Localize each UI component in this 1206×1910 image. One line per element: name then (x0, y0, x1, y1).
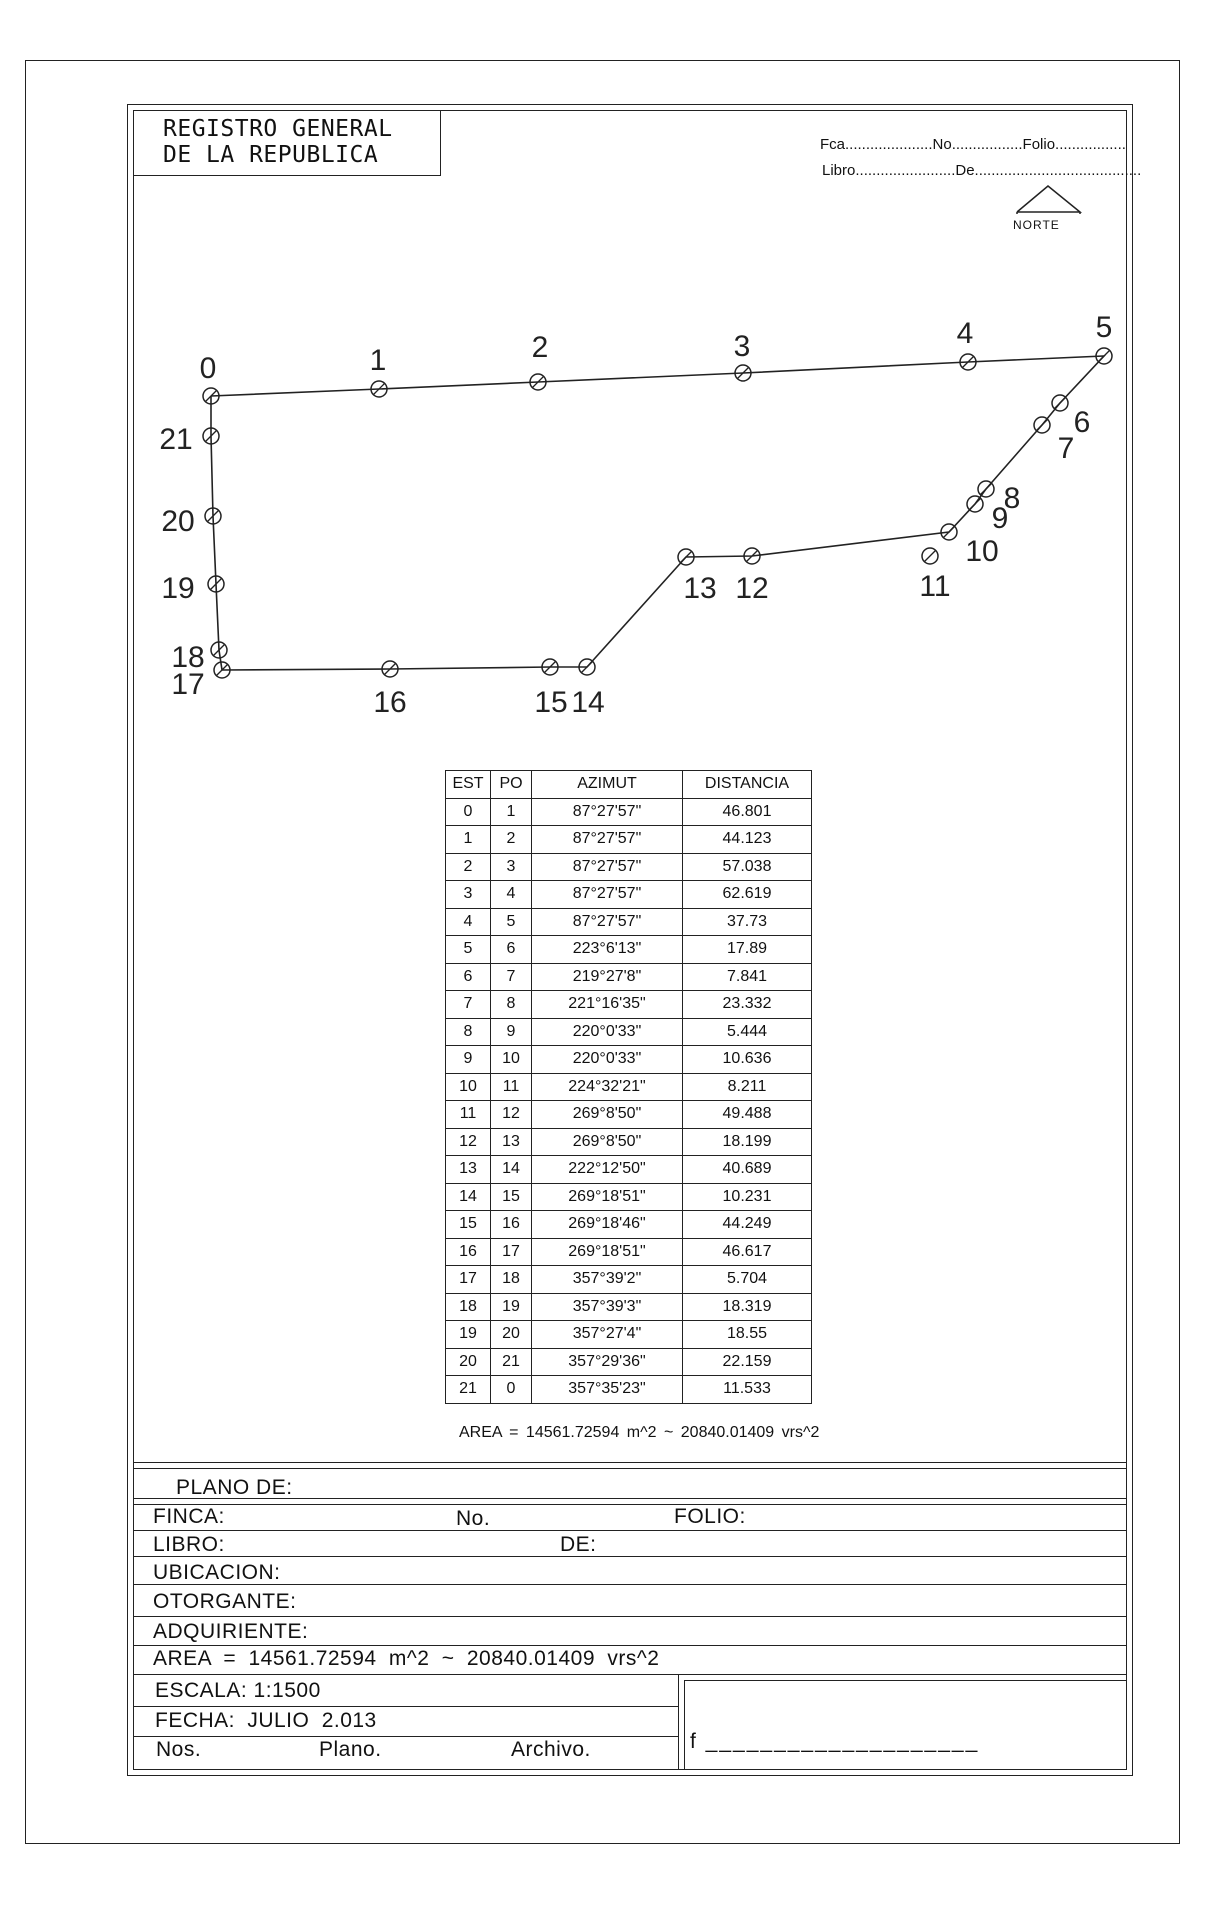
cell-distancia: 22.159 (683, 1348, 812, 1376)
cell-azimut: 357°29'36" (532, 1348, 683, 1376)
table-row (446, 1183, 812, 1211)
station-markers (203, 348, 1112, 678)
station-label: 16 (373, 686, 407, 719)
cell-distancia: 8.211 (683, 1073, 812, 1101)
registry-line-2: DE LA REPUBLICA (163, 142, 379, 168)
station-label: 4 (956, 317, 974, 350)
table-row (446, 1073, 812, 1101)
table-row (446, 1348, 812, 1376)
cell-po: 20 (491, 1321, 532, 1349)
table-row (446, 881, 812, 909)
north-label: NORTE (1013, 218, 1060, 232)
station-label: 9 (991, 502, 1009, 535)
cell-po: 2 (491, 826, 532, 854)
cell-est: 19 (446, 1321, 491, 1349)
cell-distancia: 11.533 (683, 1376, 812, 1404)
cell-po: 13 (491, 1128, 532, 1156)
cell-azimut: 357°27'4" (532, 1321, 683, 1349)
cell-po: 5 (491, 908, 532, 936)
cell-po: 12 (491, 1101, 532, 1129)
station-label: 2 (531, 331, 549, 364)
station-marker-slash (1036, 419, 1048, 431)
station-labels (159, 311, 1112, 719)
cell-est: 20 (446, 1348, 491, 1376)
cell-distancia: 37.73 (683, 908, 812, 936)
cell-distancia: 40.689 (683, 1156, 812, 1184)
station-label: 21 (159, 423, 193, 456)
no-label: No. (456, 1507, 491, 1530)
station-label: 5 (1095, 311, 1113, 344)
cell-est: 2 (446, 853, 491, 881)
header-po: PO (491, 771, 532, 799)
plano-de-label: PLANO DE: (176, 1476, 293, 1499)
row-line-otorgante (133, 1616, 1127, 1617)
cell-azimut: 220°0'33" (532, 1018, 683, 1046)
parcel-boundary (211, 356, 1104, 670)
cell-distancia: 44.249 (683, 1211, 812, 1239)
row-line-finca (133, 1530, 1127, 1531)
station-label: 1 (369, 344, 387, 377)
station-label: 10 (965, 535, 999, 568)
header-azimut: AZIMUT (532, 771, 683, 799)
table-row (446, 1293, 812, 1321)
table-row (446, 1018, 812, 1046)
cell-azimut: 221°16'35" (532, 991, 683, 1019)
cell-est: 6 (446, 963, 491, 991)
row-line-ubicacion (133, 1584, 1127, 1585)
cell-distancia: 18.319 (683, 1293, 812, 1321)
cell-po: 3 (491, 853, 532, 881)
cell-po: 10 (491, 1046, 532, 1074)
table-row (446, 1211, 812, 1239)
cell-azimut: 224°32'21" (532, 1073, 683, 1101)
cell-po: 17 (491, 1238, 532, 1266)
cell-po: 8 (491, 991, 532, 1019)
survey-table-header (446, 771, 812, 799)
row-line-area-right (678, 1674, 1127, 1675)
station-label: 14 (571, 686, 605, 719)
table-row (446, 826, 812, 854)
row-line-area (133, 1674, 678, 1675)
station-label: 0 (199, 352, 217, 385)
cell-azimut: 269°18'51" (532, 1238, 683, 1266)
station-label: 18 (171, 641, 205, 674)
station-marker-slash (980, 483, 992, 495)
cell-est: 11 (446, 1101, 491, 1129)
cell-azimut: 87°27'57" (532, 798, 683, 826)
cell-po: 11 (491, 1073, 532, 1101)
station-label: 8 (1003, 482, 1021, 515)
cell-distancia: 44.123 (683, 826, 812, 854)
station-label: 15 (534, 686, 568, 719)
fecha-label: FECHA: JULIO 2.013 (155, 1709, 377, 1732)
ubicacion-label: UBICACION: (153, 1561, 281, 1584)
cell-distancia: 49.488 (683, 1101, 812, 1129)
adquiriente-label: ADQUIRIENTE: (153, 1620, 309, 1643)
header-est: EST (446, 771, 491, 799)
cell-est: 13 (446, 1156, 491, 1184)
cell-po: 6 (491, 936, 532, 964)
station-label: 19 (161, 572, 195, 605)
row-line-plano-2 (133, 1504, 1127, 1505)
table-area-line: AREA = 14561.72594 m^2 ~ 20840.01409 vrs^2 (459, 1424, 820, 1441)
cell-distancia: 46.801 (683, 798, 812, 826)
cell-est: 0 (446, 798, 491, 826)
cell-est: 10 (446, 1073, 491, 1101)
cell-azimut: 87°27'57" (532, 853, 683, 881)
cell-po: 19 (491, 1293, 532, 1321)
cell-est: 18 (446, 1293, 491, 1321)
station-marker-slash (969, 498, 981, 510)
cell-azimut: 87°27'57" (532, 826, 683, 854)
survey-table (445, 770, 812, 1404)
table-row (446, 936, 812, 964)
station-label: 13 (683, 572, 717, 605)
archivo-label: Archivo. (511, 1738, 591, 1761)
row-line-fecha (133, 1736, 678, 1737)
cell-est: 3 (446, 881, 491, 909)
registry-line-1: REGISTRO GENERAL (163, 116, 393, 142)
signature-box-top (684, 1680, 1127, 1681)
cell-est: 1 (446, 826, 491, 854)
nos-label: Nos. (156, 1738, 202, 1761)
row-line-libro (133, 1556, 1127, 1557)
cell-po: 7 (491, 963, 532, 991)
cell-azimut: 219°27'8" (532, 963, 683, 991)
table-row (446, 1376, 812, 1404)
cell-po: 9 (491, 1018, 532, 1046)
finca-reference-line: Fca.....................No.................Folio................. (820, 136, 1126, 153)
cell-po: 14 (491, 1156, 532, 1184)
table-row (446, 1266, 812, 1294)
cell-est: 5 (446, 936, 491, 964)
table-row (446, 908, 812, 936)
cell-azimut: 269°8'50" (532, 1128, 683, 1156)
cell-po: 15 (491, 1183, 532, 1211)
otorgante-label: OTORGANTE: (153, 1590, 297, 1613)
cell-distancia: 46.617 (683, 1238, 812, 1266)
cell-azimut: 222°12'50" (532, 1156, 683, 1184)
cell-distancia: 10.231 (683, 1183, 812, 1211)
cell-distancia: 7.841 (683, 963, 812, 991)
table-row (446, 1101, 812, 1129)
cell-po: 0 (491, 1376, 532, 1404)
signature-line: f ____________________ (690, 1730, 980, 1753)
survey-plot (0, 0, 1206, 760)
cell-distancia: 62.619 (683, 881, 812, 909)
cell-azimut: 220°0'33" (532, 1046, 683, 1074)
row-line-escala (133, 1706, 678, 1707)
station-label: 7 (1057, 432, 1075, 465)
table-row (446, 963, 812, 991)
cell-azimut: 223°6'13" (532, 936, 683, 964)
station-label: 6 (1073, 406, 1091, 439)
libro-label: LIBRO: (153, 1533, 225, 1556)
table-row (446, 798, 812, 826)
cell-est: 17 (446, 1266, 491, 1294)
cell-po: 1 (491, 798, 532, 826)
cell-distancia: 18.199 (683, 1128, 812, 1156)
cell-est: 7 (446, 991, 491, 1019)
cell-distancia: 23.332 (683, 991, 812, 1019)
cell-azimut: 269°18'51" (532, 1183, 683, 1211)
cell-est: 8 (446, 1018, 491, 1046)
cell-distancia: 5.704 (683, 1266, 812, 1294)
escala-label: ESCALA: 1:1500 (155, 1679, 321, 1702)
cell-est: 16 (446, 1238, 491, 1266)
station-label: 12 (735, 572, 769, 605)
north-arrow-icon (1017, 186, 1080, 214)
cell-po: 18 (491, 1266, 532, 1294)
signature-box-left-1 (678, 1674, 679, 1770)
cell-distancia: 17.89 (683, 936, 812, 964)
title-block-divider (133, 1462, 1127, 1463)
row-line-adquiriente (133, 1645, 1127, 1646)
plano-label: Plano. (319, 1738, 382, 1761)
cell-azimut: 87°27'57" (532, 881, 683, 909)
cell-azimut: 357°35'23" (532, 1376, 683, 1404)
header-distancia: DISTANCIA (683, 771, 812, 799)
cell-po: 16 (491, 1211, 532, 1239)
table-row (446, 1046, 812, 1074)
table-row (446, 1156, 812, 1184)
cell-est: 14 (446, 1183, 491, 1211)
table-row (446, 853, 812, 881)
folio-label: FOLIO: (674, 1505, 746, 1528)
area-label: AREA = 14561.72594 m^2 ~ 20840.01409 vrs^2 (153, 1647, 660, 1670)
cell-distancia: 18.55 (683, 1321, 812, 1349)
cell-po: 4 (491, 881, 532, 909)
cell-est: 4 (446, 908, 491, 936)
table-row (446, 1238, 812, 1266)
cell-po: 21 (491, 1348, 532, 1376)
libro-reference-line: Libro........................De........................................ (822, 162, 1142, 179)
station-label: 3 (733, 330, 751, 363)
station-label: 20 (161, 505, 195, 538)
cell-est: 9 (446, 1046, 491, 1074)
cell-azimut: 269°18'46" (532, 1211, 683, 1239)
signature-box-left-2 (684, 1680, 685, 1770)
station-label: 11 (919, 570, 951, 603)
de-label: DE: (560, 1533, 597, 1556)
title-block-divider-2 (133, 1468, 1127, 1469)
cell-azimut: 357°39'2" (532, 1266, 683, 1294)
station-label: 17 (171, 668, 205, 701)
finca-label: FINCA: (153, 1505, 225, 1528)
cell-est: 21 (446, 1376, 491, 1404)
cell-azimut: 269°8'50" (532, 1101, 683, 1129)
cell-est: 12 (446, 1128, 491, 1156)
cell-distancia: 57.038 (683, 853, 812, 881)
table-row (446, 1128, 812, 1156)
table-row (446, 1321, 812, 1349)
station-marker-slash (924, 550, 936, 562)
cell-distancia: 10.636 (683, 1046, 812, 1074)
station-marker-slash (1054, 397, 1066, 409)
cell-azimut: 357°39'3" (532, 1293, 683, 1321)
cell-distancia: 5.444 (683, 1018, 812, 1046)
cell-azimut: 87°27'57" (532, 908, 683, 936)
cell-est: 15 (446, 1211, 491, 1239)
table-row (446, 991, 812, 1019)
